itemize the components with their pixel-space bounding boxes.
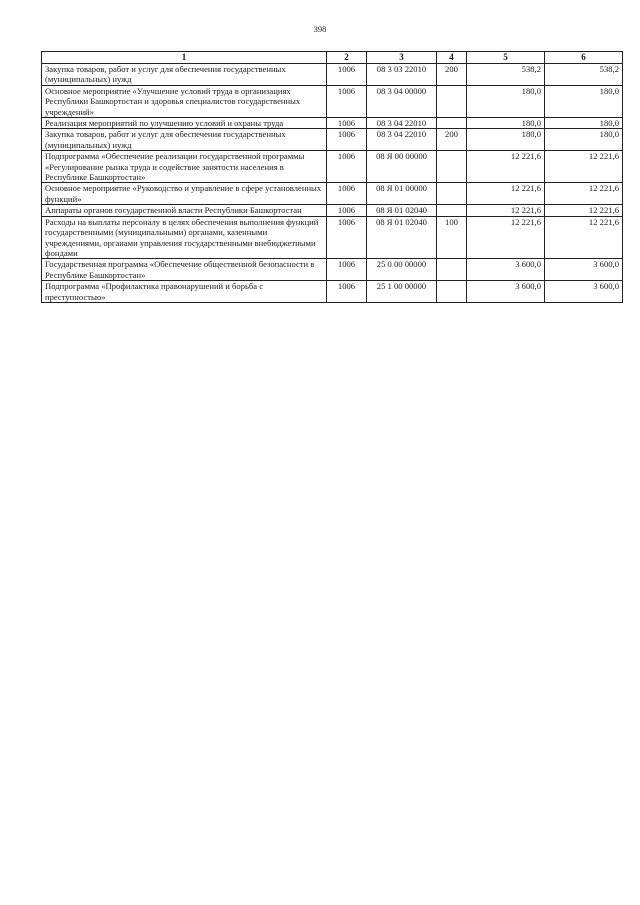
expense-type-code: 200 [437,64,467,86]
amount-year-1: 180,0 [467,85,545,117]
amount-year-2: 538,2 [545,64,623,86]
amount-year-1: 180,0 [467,118,545,129]
expense-type-code [437,183,467,205]
amount-year-2: 12 221,6 [545,205,623,216]
table-row [42,183,623,205]
expense-type-code [437,151,467,183]
amount-year-1: 3 600,0 [467,281,545,303]
item-name: Основное мероприятие «Руководство и управление в сфере установленных функций» [42,183,327,205]
amount-year-2: 12 221,6 [545,216,623,259]
target-article-code: 08 3 04 00000 [367,85,437,117]
expense-type-code [437,118,467,129]
item-name: Закупка товаров, работ и услуг для обеспечения государственных (муниципальных) нужд [42,129,327,151]
page-number: 398 [313,24,327,34]
table-row [42,85,623,117]
section-code: 1006 [327,64,367,86]
amount-year-1: 12 221,6 [467,183,545,205]
target-article-code: 25 0 00 00000 [367,259,437,281]
amount-year-1: 12 221,6 [467,216,545,259]
target-article-code: 08 3 04 22010 [367,118,437,129]
item-name: Закупка товаров, работ и услуг для обеспечения государственных (муниципальных) нужд [42,64,327,86]
table-row [42,205,623,216]
amount-year-2: 180,0 [545,129,623,151]
item-name: Реализация мероприятий по улучшению условий и охраны труда [42,118,327,129]
item-name: Аппараты органов государственной власти Республики Башкортостан [42,205,327,216]
expense-type-code: 100 [437,216,467,259]
amount-year-1: 12 221,6 [467,205,545,216]
column-header: 6 [545,52,623,64]
section-code: 1006 [327,118,367,129]
amount-year-1: 3 600,0 [467,259,545,281]
target-article-code: 08 3 03 22010 [367,64,437,86]
amount-year-2: 12 221,6 [545,151,623,183]
target-article-code: 08 3 04 22010 [367,129,437,151]
column-header: 1 [42,52,327,64]
table-row [42,259,623,281]
table-row [42,281,623,303]
expense-type-code [437,205,467,216]
amount-year-2: 180,0 [545,118,623,129]
section-code: 1006 [327,259,367,281]
section-code: 1006 [327,281,367,303]
column-header: 3 [367,52,437,64]
item-name: Подпрограмма «Профилактика правонарушений и борьба с преступностью» [42,281,327,303]
expense-type-code: 200 [437,129,467,151]
table-row [42,216,623,259]
section-code: 1006 [327,85,367,117]
table-header-row [42,52,623,64]
column-header: 5 [467,52,545,64]
amount-year-2: 3 600,0 [545,281,623,303]
expense-type-code [437,85,467,117]
amount-year-1: 12 221,6 [467,151,545,183]
target-article-code: 08 Я 01 02040 [367,216,437,259]
column-header: 4 [437,52,467,64]
table-row [42,151,623,183]
budget-table [41,51,623,303]
item-name: Государственная программа «Обеспечение общественной безопасности в Республике Башкортостан» [42,259,327,281]
amount-year-1: 538,2 [467,64,545,86]
section-code: 1006 [327,151,367,183]
section-code: 1006 [327,216,367,259]
expense-type-code [437,259,467,281]
section-code: 1006 [327,205,367,216]
item-name: Подпрограмма «Обеспечение реализации государственной программы «Регулирование рынка труда и содействие занятости населения в Республике Башкортостан» [42,151,327,183]
target-article-code: 08 Я 00 00000 [367,151,437,183]
target-article-code: 08 Я 01 02040 [367,205,437,216]
expense-type-code [437,281,467,303]
item-name: Основное мероприятие «Улучшение условий труда в организациях Республики Башкортостан и здоровья специалистов государственных учреждений» [42,85,327,117]
target-article-code: 08 Я 01 00000 [367,183,437,205]
section-code: 1006 [327,183,367,205]
target-article-code: 25 1 00 00000 [367,281,437,303]
column-header: 2 [327,52,367,64]
amount-year-2: 3 600,0 [545,259,623,281]
table-row [42,118,623,129]
item-name: Расходы на выплаты персоналу в целях обеспечения выполнения функций государственными (муниципальными) органами, казенными учреждениями, органами управления государственными внебюджетными фондами [42,216,327,259]
amount-year-1: 180,0 [467,129,545,151]
amount-year-2: 12 221,6 [545,183,623,205]
table-row [42,64,623,86]
table-row [42,129,623,151]
amount-year-2: 180,0 [545,85,623,117]
section-code: 1006 [327,129,367,151]
